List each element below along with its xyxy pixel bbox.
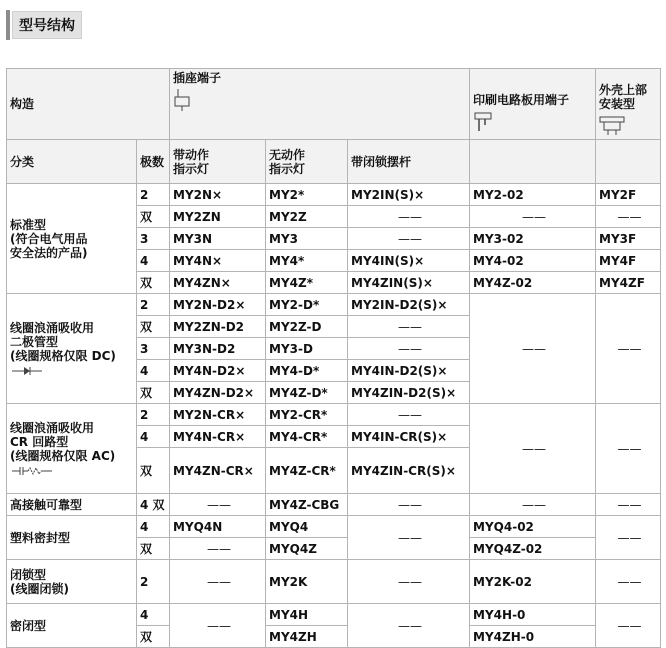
category-standard: 标准型 (符合电气用品 安全法的产品) <box>7 184 137 294</box>
model-with-indicator: MY4ZN× <box>170 272 266 294</box>
model-with-indicator: MY2N-CR× <box>170 404 266 426</box>
model-without-indicator: MYQ4Z <box>266 538 348 560</box>
model-without-indicator: MY4H <box>266 604 348 626</box>
model-top-mount: MY4F <box>596 250 661 272</box>
model-pcb-terminal: MY4-02 <box>470 250 596 272</box>
model-latching-lever: —— <box>348 560 470 604</box>
model-with-indicator: MY4ZN-CR× <box>170 448 266 494</box>
diode-symbol-icon <box>10 366 44 376</box>
category-hermetic: 密闭型 <box>7 604 137 648</box>
model-pcb-terminal: —— <box>470 404 596 494</box>
model-latching-lever: —— <box>348 316 470 338</box>
model-with-indicator: MY2N× <box>170 184 266 206</box>
title-accent-bar <box>6 10 10 40</box>
model-latching-lever: —— <box>348 404 470 426</box>
model-top-mount: MY4ZF <box>596 272 661 294</box>
pcb-terminal-icon <box>473 111 493 133</box>
model-with-indicator: MY3N-D2 <box>170 338 266 360</box>
model-without-indicator: MY3-D <box>266 338 348 360</box>
model-with-indicator: —— <box>170 538 266 560</box>
model-latching-lever: —— <box>348 604 470 648</box>
model-pcb-terminal: —— <box>470 494 596 516</box>
model-latching-lever: —— <box>348 338 470 360</box>
pole-count: 3 <box>137 338 170 360</box>
pcb-terminal-label: 印刷电路板用端子 <box>473 93 570 107</box>
model-with-indicator: MY3N <box>170 228 266 250</box>
model-latching-lever: MY4IN-CR(S)× <box>348 426 470 448</box>
model-top-mount: —— <box>596 206 661 228</box>
model-without-indicator: MY2Z <box>266 206 348 228</box>
model-top-mount: —— <box>596 404 661 494</box>
model-without-indicator: MY2-D* <box>266 294 348 316</box>
section-title <box>6 10 82 40</box>
pole-count: 双 <box>137 448 170 494</box>
model-latching-lever: —— <box>348 494 470 516</box>
model-with-indicator: MY4ZN-D2× <box>170 382 266 404</box>
model-top-mount: —— <box>596 294 661 404</box>
model-with-indicator: MY2ZN <box>170 206 266 228</box>
category-latching-coil: 闭锁型 (线圈闭锁) <box>7 560 137 604</box>
model-with-indicator: MY4N-D2× <box>170 360 266 382</box>
model-latching-lever: MY4ZIN-D2(S)× <box>348 382 470 404</box>
model-with-indicator: MYQ4N <box>170 516 266 538</box>
model-pcb-terminal: MY4ZH-0 <box>470 626 596 648</box>
model-without-indicator: MY2* <box>266 184 348 206</box>
pole-count: 双 <box>137 206 170 228</box>
model-pcb-terminal: MY4H-0 <box>470 604 596 626</box>
model-without-indicator: MY4-CR* <box>266 426 348 448</box>
model-without-indicator: MY4Z* <box>266 272 348 294</box>
category-cr-circuit <box>7 404 137 494</box>
header-top-mount <box>596 69 661 140</box>
model-pcb-terminal: MYQ4-02 <box>470 516 596 538</box>
model-with-indicator: MY2ZN-D2 <box>170 316 266 338</box>
socket-terminal-icon <box>173 89 193 111</box>
header-socket-terminal <box>170 69 470 140</box>
model-without-indicator: MY4* <box>266 250 348 272</box>
header-category: 分类 <box>7 140 137 184</box>
model-latching-lever: MY2IN-D2(S)× <box>348 294 470 316</box>
model-without-indicator: MY4Z-CR* <box>266 448 348 494</box>
model-without-indicator: MY2Z-D <box>266 316 348 338</box>
model-latching-lever: —— <box>348 228 470 250</box>
model-latching-lever: MY4ZIN-CR(S)× <box>348 448 470 494</box>
model-latching-lever: —— <box>348 516 470 560</box>
category-cr-circuit-label: 线圈浪涌吸收用 CR 回路型 (线圈规格仅限 AC) <box>10 421 116 463</box>
model-top-mount: —— <box>596 560 661 604</box>
pole-count: 双 <box>137 316 170 338</box>
model-pcb-terminal: MY4Z-02 <box>470 272 596 294</box>
pole-count: 双 <box>137 538 170 560</box>
model-with-indicator: MY2N-D2× <box>170 294 266 316</box>
model-structure-table <box>6 68 661 648</box>
model-latching-lever: MY4ZIN(S)× <box>348 272 470 294</box>
model-latching-lever: MY2IN(S)× <box>348 184 470 206</box>
pole-count: 2 <box>137 404 170 426</box>
pole-count: 4 <box>137 250 170 272</box>
model-pcb-terminal: MY3-02 <box>470 228 596 250</box>
model-top-mount: MY3F <box>596 228 661 250</box>
pole-count: 2 <box>137 294 170 316</box>
model-with-indicator: —— <box>170 604 266 648</box>
header-top-mount-blank <box>596 140 661 184</box>
model-with-indicator: MY4N-CR× <box>170 426 266 448</box>
model-top-mount: —— <box>596 494 661 516</box>
model-without-indicator: MY4-D* <box>266 360 348 382</box>
pole-count: 2 <box>137 560 170 604</box>
model-with-indicator: MY4N× <box>170 250 266 272</box>
header-pcb-terminal <box>470 69 596 140</box>
model-top-mount: —— <box>596 516 661 560</box>
model-without-indicator: MY4Z-D* <box>266 382 348 404</box>
socket-terminal-label: 插座端子 <box>173 71 222 85</box>
model-latching-lever: MY4IN(S)× <box>348 250 470 272</box>
category-plastic-sealed: 塑料密封型 <box>7 516 137 560</box>
top-mount-icon <box>599 115 625 137</box>
model-without-indicator: MY2K <box>266 560 348 604</box>
top-mount-label: 外壳上部 安装型 <box>599 83 648 111</box>
pole-count: 双 <box>137 272 170 294</box>
cr-circuit-symbol-icon <box>10 466 54 476</box>
model-pcb-terminal: MYQ4Z-02 <box>470 538 596 560</box>
model-with-indicator: —— <box>170 494 266 516</box>
model-without-indicator: MY3 <box>266 228 348 250</box>
model-without-indicator: MYQ4 <box>266 516 348 538</box>
pole-count: 双 <box>137 626 170 648</box>
model-without-indicator: MY4Z-CBG <box>266 494 348 516</box>
pole-count: 2 <box>137 184 170 206</box>
pole-count: 4 双 <box>137 494 170 516</box>
pole-count: 4 <box>137 426 170 448</box>
model-latching-lever: MY4IN-D2(S)× <box>348 360 470 382</box>
pole-count: 4 <box>137 604 170 626</box>
header-structure: 构造 <box>7 69 170 140</box>
pole-count: 4 <box>137 360 170 382</box>
model-with-indicator: —— <box>170 560 266 604</box>
pole-count: 3 <box>137 228 170 250</box>
header-with-indicator: 带动作 指示灯 <box>170 140 266 184</box>
category-high-contact: 高接触可靠型 <box>7 494 137 516</box>
model-without-indicator: MY4ZH <box>266 626 348 648</box>
model-pcb-terminal: MY2K-02 <box>470 560 596 604</box>
header-pcb-blank <box>470 140 596 184</box>
pole-count: 双 <box>137 382 170 404</box>
pole-count: 4 <box>137 516 170 538</box>
model-top-mount: —— <box>596 604 661 648</box>
header-latching-lever: 带闭锁摆杆 <box>348 140 470 184</box>
model-without-indicator: MY2-CR* <box>266 404 348 426</box>
model-top-mount: MY2F <box>596 184 661 206</box>
model-pcb-terminal: —— <box>470 294 596 404</box>
model-pcb-terminal: —— <box>470 206 596 228</box>
model-pcb-terminal: MY2-02 <box>470 184 596 206</box>
model-latching-lever: —— <box>348 206 470 228</box>
header-poles: 极数 <box>137 140 170 184</box>
category-diode <box>7 294 137 404</box>
section-title-label: 型号结构 <box>12 11 82 39</box>
header-without-indicator: 无动作 指示灯 <box>266 140 348 184</box>
category-diode-label: 线圈浪涌吸收用 二极管型 (线圈规格仅限 DC) <box>10 321 116 363</box>
